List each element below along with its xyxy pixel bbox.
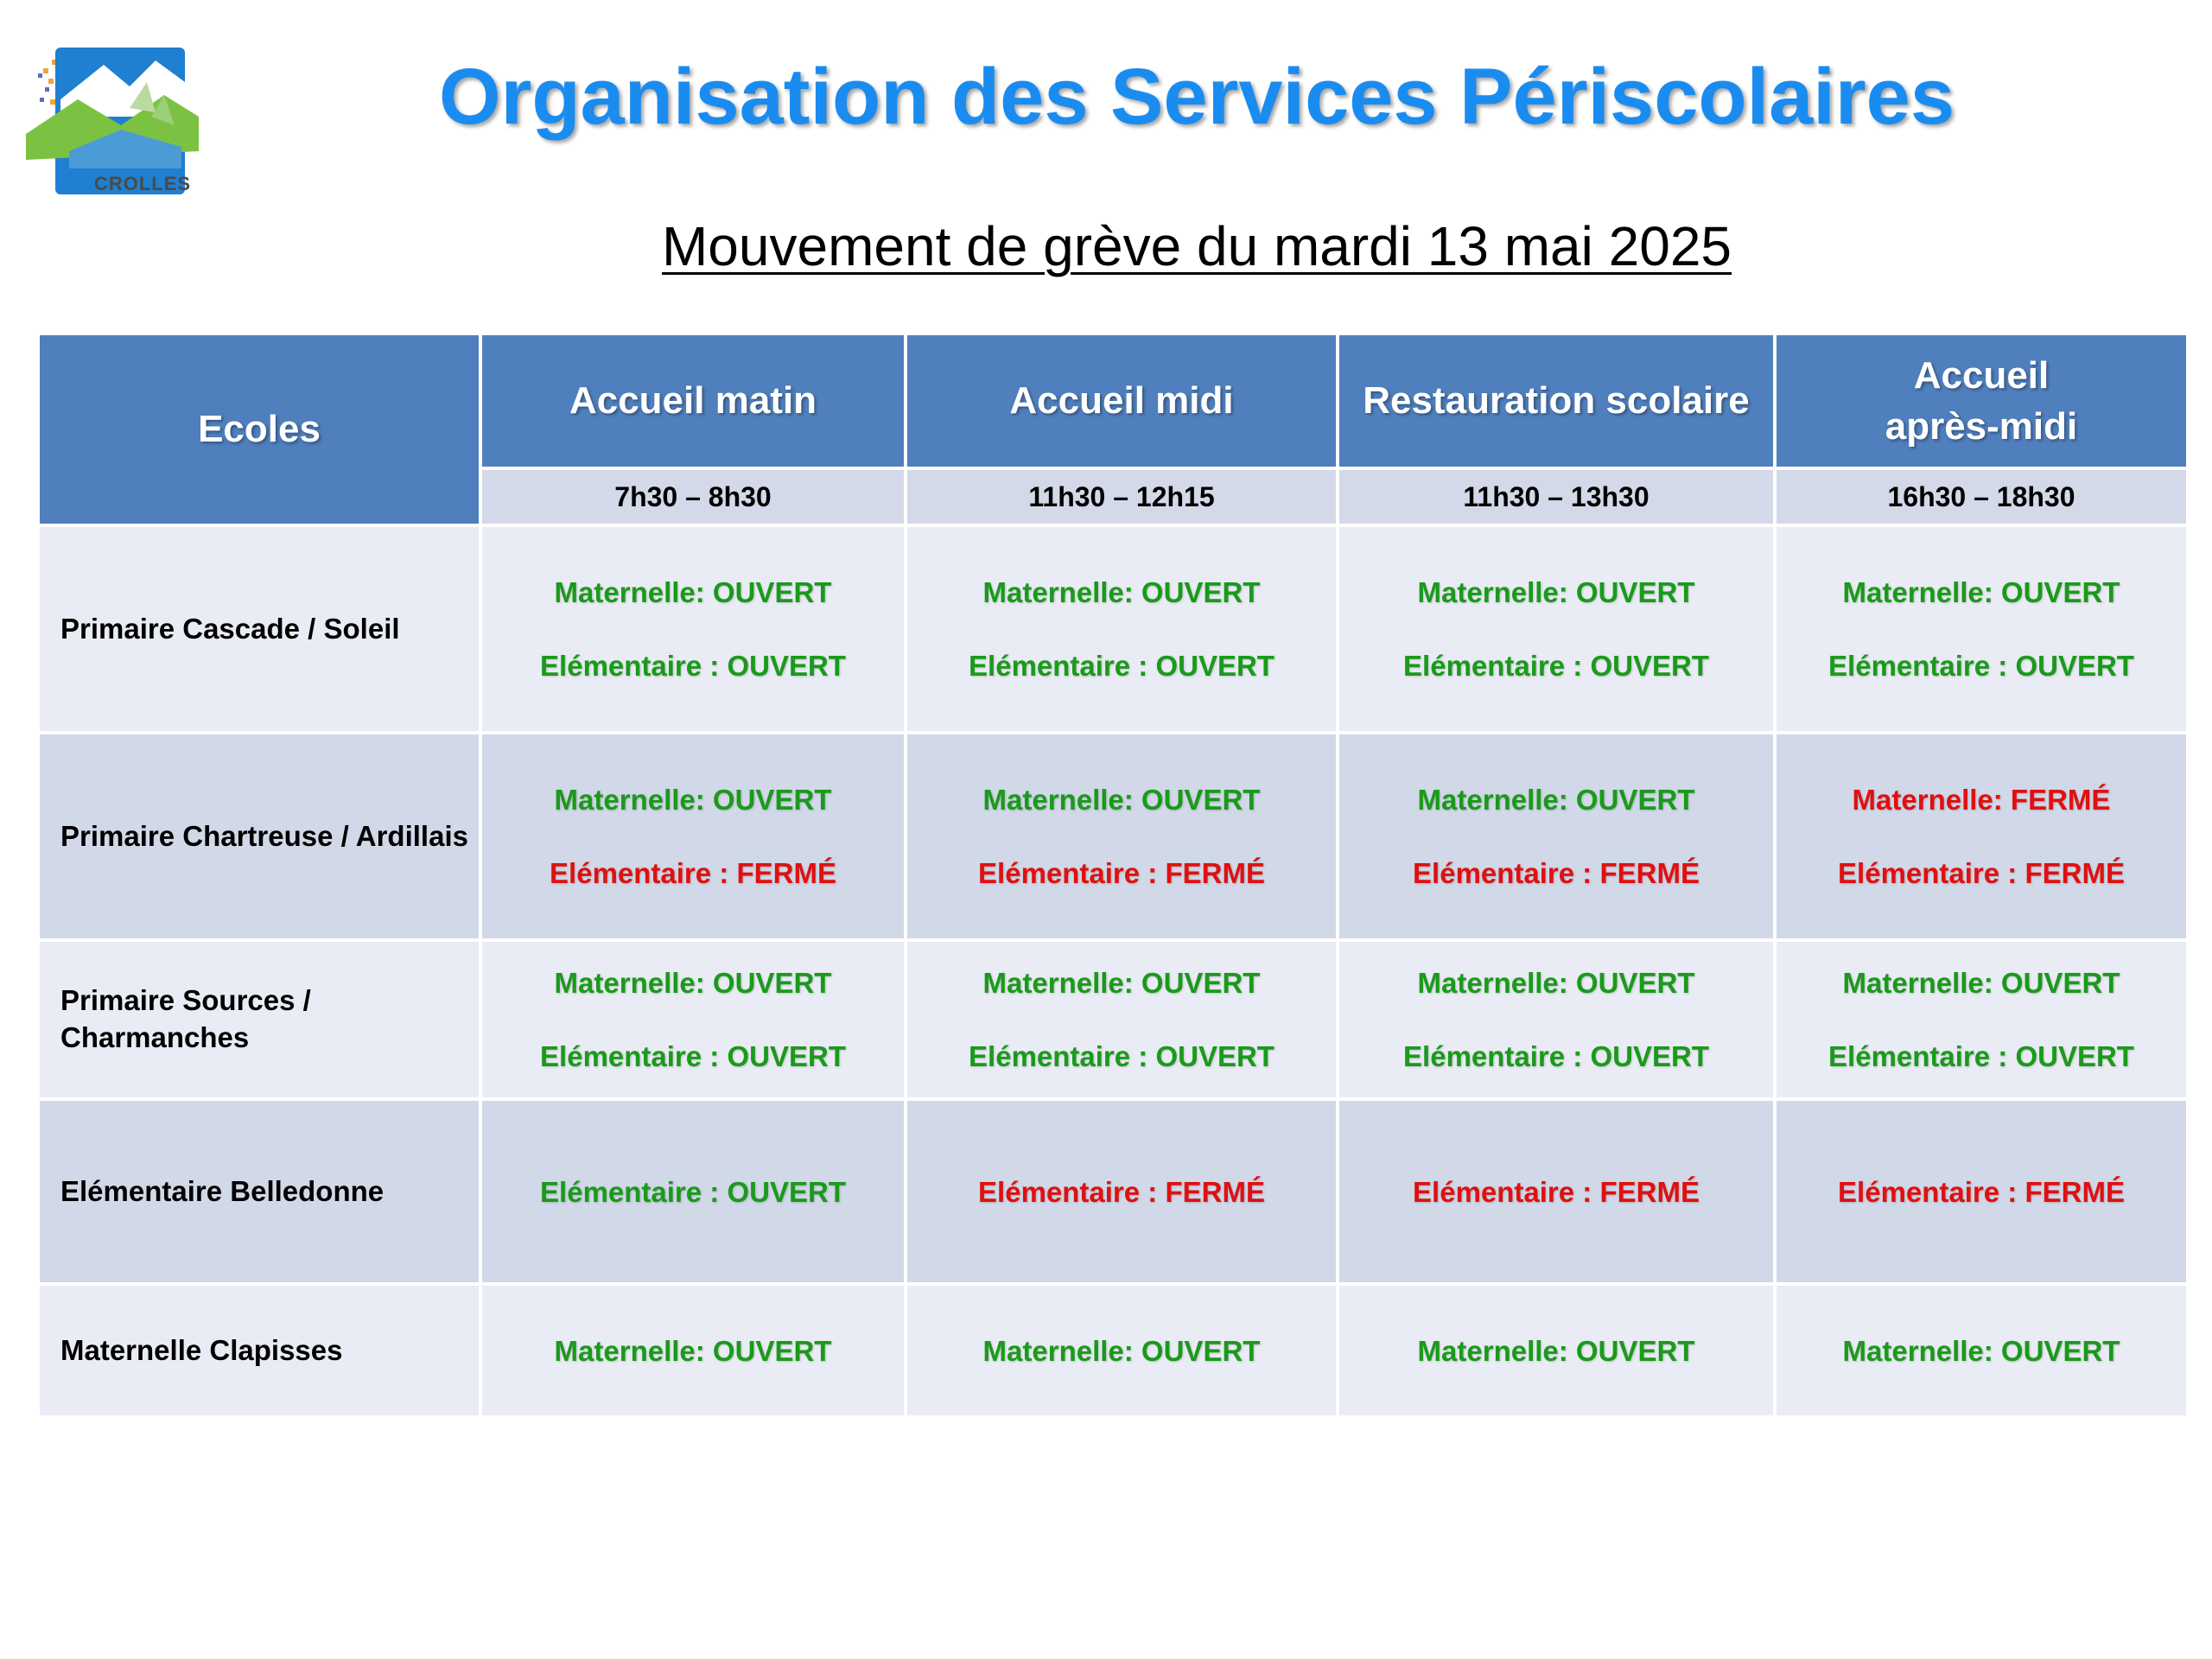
status-cell	[906, 1284, 1338, 1417]
status-cell	[480, 733, 906, 940]
status-text: Maternelle: OUVERT	[554, 576, 832, 608]
school-name: Elémentaire Belledonne	[38, 1099, 480, 1284]
status-cell	[906, 940, 1338, 1099]
time-accueil-matin: 7h30 – 8h30	[480, 468, 906, 525]
page-title: Organisation des Services Périscolaires	[438, 53, 1955, 141]
status-text: Maternelle: OUVERT	[982, 1334, 1261, 1367]
status-text: Elémentaire : OUVERT	[1403, 1040, 1709, 1072]
status-cell	[480, 1099, 906, 1284]
table-row	[38, 1099, 2188, 1284]
status-text: Maternelle: OUVERT	[1417, 1334, 1695, 1367]
time-restauration: 11h30 – 13h30	[1338, 468, 1775, 525]
header-line: Accueil	[1913, 353, 2050, 397]
page-subtitle: Mouvement de grève du mardi 13 mai 2025	[661, 215, 1732, 277]
header-accueil-matin: Accueil matin	[480, 334, 906, 468]
status-cell	[906, 1099, 1338, 1284]
status-cell	[1338, 1284, 1775, 1417]
status-text: Elémentaire : OUVERT	[1828, 1040, 2134, 1072]
status-cell	[906, 733, 1338, 940]
status-cell	[480, 1284, 906, 1417]
status-text: Elémentaire : FERMÉ	[1413, 1175, 1700, 1208]
status-cell	[906, 525, 1338, 733]
header-accueil-apres-midi	[1775, 334, 2188, 468]
table-row	[38, 940, 2188, 1099]
status-cell	[480, 940, 906, 1099]
status-text: Elémentaire : FERMÉ	[978, 1175, 1265, 1208]
status-text: Maternelle: FERMÉ	[1852, 784, 2111, 816]
school-name-line: Primaire Sources /	[60, 984, 311, 1017]
status-cell	[1775, 1284, 2188, 1417]
table-row	[38, 525, 2188, 733]
status-text: Elémentaire : FERMÉ	[1838, 857, 2125, 889]
status-text: Maternelle: OUVERT	[982, 967, 1261, 999]
header-accueil-midi: Accueil midi	[906, 334, 1338, 468]
status-text: Maternelle: OUVERT	[1842, 1334, 2120, 1367]
status-text: Maternelle: OUVERT	[982, 576, 1261, 608]
time-accueil-midi: 11h30 – 12h15	[906, 468, 1338, 525]
status-cell	[1775, 733, 2188, 940]
status-text: Maternelle: OUVERT	[1417, 784, 1695, 816]
status-text: Elémentaire : OUVERT	[969, 650, 1274, 682]
status-text: Elémentaire : FERMÉ	[1413, 857, 1700, 889]
status-text: Maternelle: OUVERT	[982, 784, 1261, 816]
status-text: Maternelle: OUVERT	[1842, 967, 2120, 999]
status-text: Elémentaire : OUVERT	[540, 1175, 846, 1208]
status-cell	[1338, 940, 1775, 1099]
status-text: Maternelle: OUVERT	[554, 1334, 832, 1367]
header-restauration: Restauration scolaire	[1338, 334, 1775, 468]
school-name: Maternelle Clapisses	[38, 1284, 480, 1417]
status-text: Elémentaire : OUVERT	[540, 1040, 846, 1072]
school-name: Primaire Cascade / Soleil	[38, 525, 480, 733]
header-ecoles: Ecoles	[38, 334, 480, 525]
status-cell	[1775, 525, 2188, 733]
status-cell	[1338, 733, 1775, 940]
status-text: Maternelle: OUVERT	[1417, 576, 1695, 608]
school-name: Primaire Chartreuse / Ardillais	[38, 733, 480, 940]
status-cell	[1338, 525, 1775, 733]
time-accueil-apres-midi: 16h30 – 18h30	[1775, 468, 2188, 525]
school-name	[38, 940, 480, 1099]
status-text: Maternelle: OUVERT	[1417, 967, 1695, 999]
status-text: Elémentaire : OUVERT	[1403, 650, 1709, 682]
status-text: Elémentaire : OUVERT	[1828, 650, 2134, 682]
status-text: Maternelle: OUVERT	[554, 784, 832, 816]
status-text: Elémentaire : OUVERT	[540, 650, 846, 682]
header-line: après-midi	[1885, 405, 2078, 448]
status-text: Elémentaire : FERMÉ	[978, 857, 1265, 889]
header-row	[38, 334, 2188, 468]
status-text: Elémentaire : FERMÉ	[550, 857, 836, 889]
status-text: Elémentaire : OUVERT	[969, 1040, 1274, 1072]
services-table	[36, 332, 2186, 1419]
table-row	[38, 733, 2188, 940]
status-text: Maternelle: OUVERT	[554, 967, 832, 999]
status-cell	[480, 525, 906, 733]
status-text: Maternelle: OUVERT	[1842, 576, 2120, 608]
status-cell	[1338, 1099, 1775, 1284]
table-row	[38, 1284, 2188, 1417]
logo-label: CROLLES	[93, 173, 192, 194]
status-cell	[1775, 1099, 2188, 1284]
status-cell	[1775, 940, 2188, 1099]
status-text: Elémentaire : FERMÉ	[1838, 1175, 2125, 1208]
school-name-line: Charmanches	[60, 1021, 250, 1053]
